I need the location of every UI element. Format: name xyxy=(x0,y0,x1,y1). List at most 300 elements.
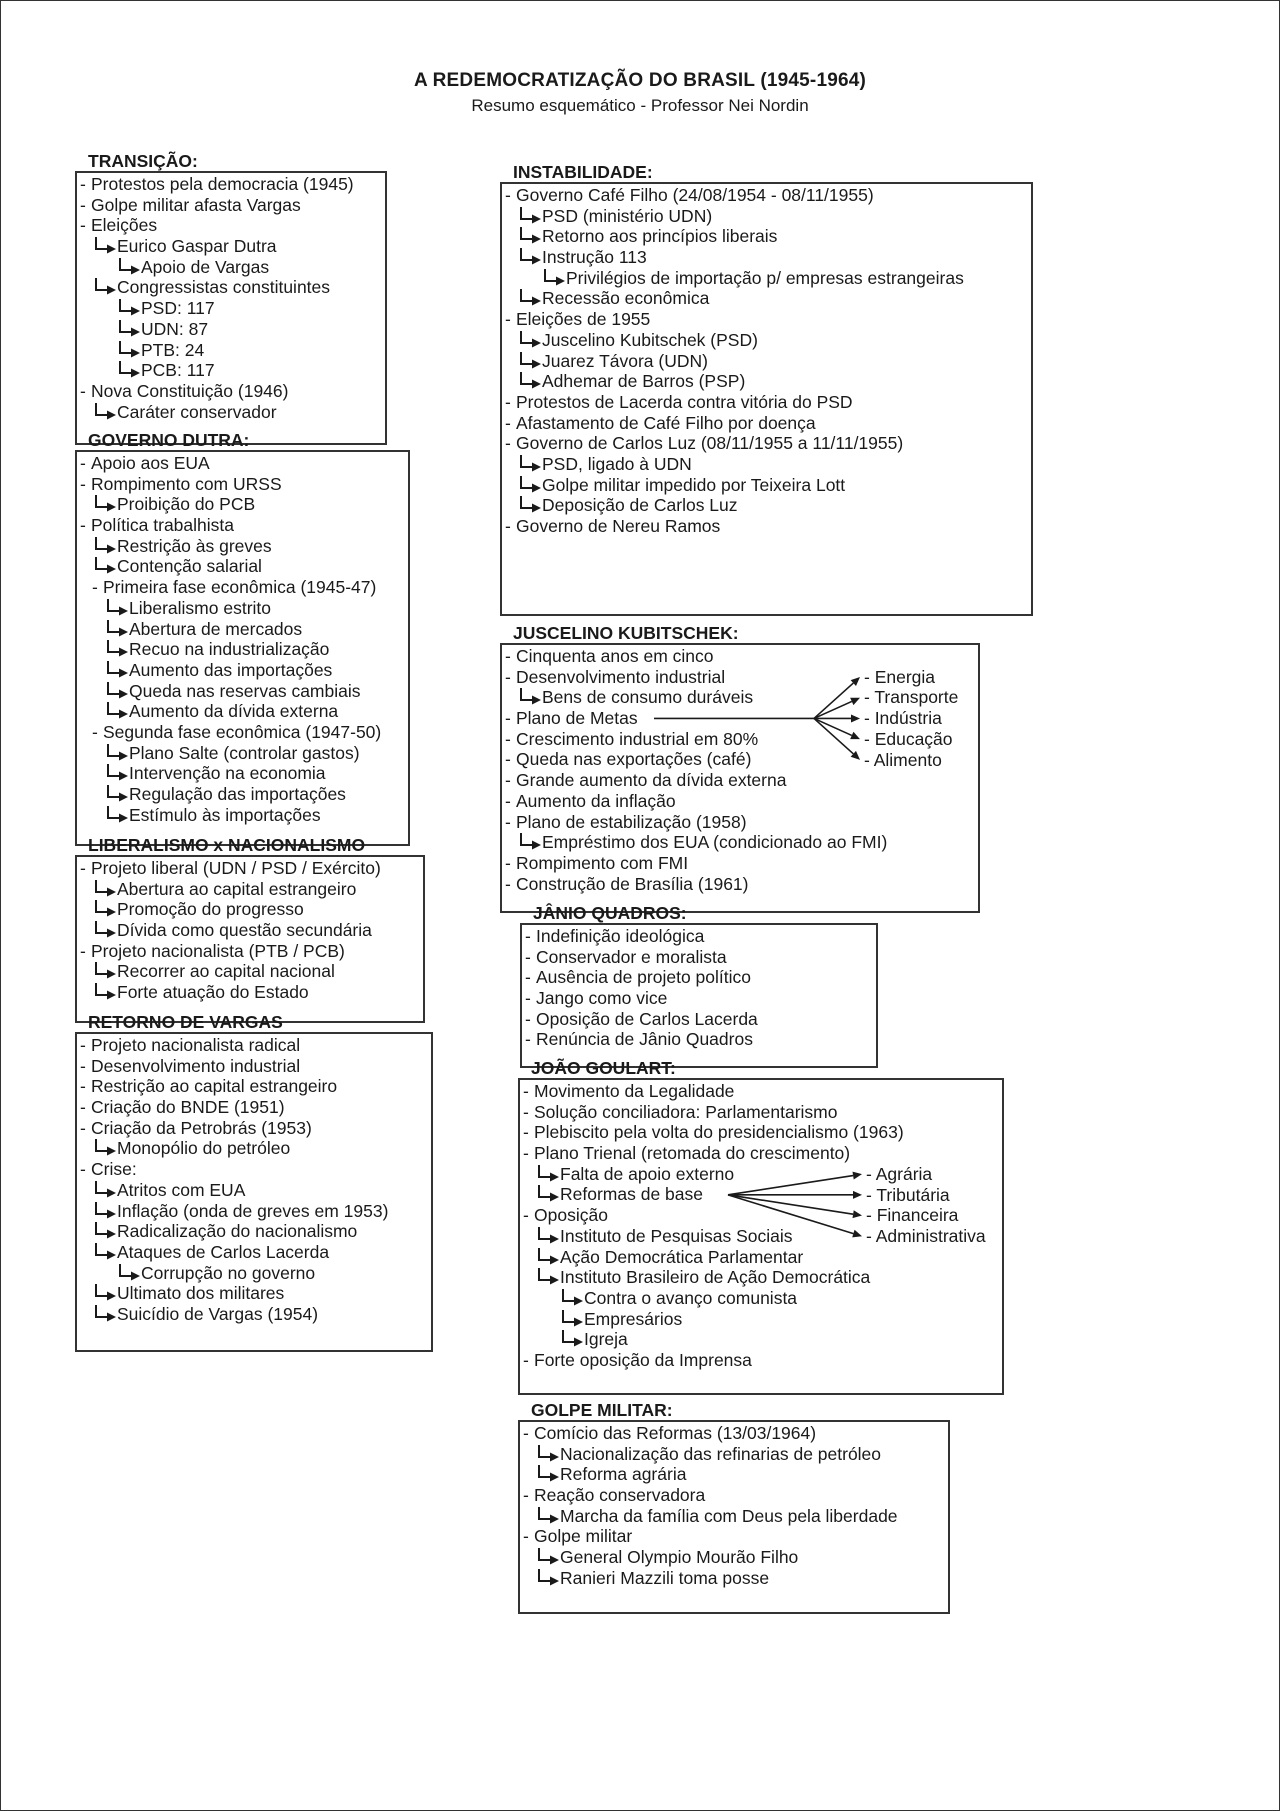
outline-item-pcb-117 xyxy=(77,360,385,381)
arrow-icon xyxy=(105,681,131,702)
outline-item-regulacao-das-importacoes xyxy=(77,784,408,805)
item-text: Reação conservadora xyxy=(534,1485,706,1506)
arrow-icon xyxy=(518,475,544,496)
item-text: Oposição de Carlos Lacerda xyxy=(536,1008,758,1029)
arrow-icon xyxy=(542,268,568,289)
item-text: PTB: 24 xyxy=(141,339,205,360)
item-text: Adhemar de Barros (PSP) xyxy=(542,371,746,392)
outline-item-ultimato-dos-militares xyxy=(77,1283,431,1304)
bullet-dash: - xyxy=(505,516,511,536)
outline-item-politica-trabalhista xyxy=(77,515,408,536)
outline-item-apoio-aos-eua xyxy=(77,453,408,474)
bullet-dash: - xyxy=(505,185,511,205)
bullet-dash: - xyxy=(80,858,86,878)
item-text: General Olympio Mourão Filho xyxy=(560,1547,799,1568)
arrow-icon xyxy=(518,495,544,516)
outline-item-afastamento-de-cafe-filho-por-doenca xyxy=(502,413,1031,434)
arrow-icon xyxy=(518,226,544,247)
arrow-icon xyxy=(105,701,131,722)
item-text: Monopólio do petróleo xyxy=(117,1138,291,1159)
section-box xyxy=(75,450,410,846)
bullet-dash: - xyxy=(80,1076,86,1097)
fan-arrow-line xyxy=(728,1195,853,1214)
outline-item-forte-atuacao-do-estado xyxy=(77,982,423,1003)
bullet-dash: - xyxy=(525,967,531,988)
outline-item-criacao-do-bnde-1951 xyxy=(77,1097,431,1118)
bullet-dash: - xyxy=(80,1035,86,1055)
outline-item-restricao-ao-capital-estrangeiro xyxy=(77,1076,431,1097)
bullet-dash: - xyxy=(525,946,531,967)
bullet-dash: - xyxy=(523,1205,529,1226)
item-text: PCB: 117 xyxy=(141,360,215,381)
plano-metas-item-industria: - Indústria xyxy=(864,708,942,729)
item-text: Recessão econômica xyxy=(542,288,710,309)
section-box xyxy=(500,643,980,913)
item-text: Instituto Brasileiro de Ação Democrática xyxy=(560,1267,871,1288)
bullet-dash: - xyxy=(80,215,86,236)
item-text: Protestos de Lacerda contra vitória do PSD xyxy=(516,391,853,412)
item-text: Dívida como questão secundária xyxy=(117,920,372,941)
outline-item-suicidio-de-vargas-1954 xyxy=(77,1304,431,1325)
outline-item-rompimento-com-urss xyxy=(77,474,408,495)
outline-item-protestos-pela-democracia-1945 xyxy=(77,174,385,195)
item-text: Rompimento com URSS xyxy=(91,473,282,494)
section-box xyxy=(520,923,878,1068)
page-title: A REDEMOCRATIZAÇÃO DO BRASIL (1945-1964) xyxy=(413,70,867,91)
bullet-dash: - xyxy=(525,988,531,1009)
item-text: Projeto liberal (UDN / PSD / Exército) xyxy=(91,858,381,878)
arrow-icon xyxy=(536,1568,562,1589)
item-text: Atritos com EUA xyxy=(117,1179,246,1200)
plano-metas-item-educacao: - Educação xyxy=(864,728,953,749)
item-text: Privilégios de importação p/ empresas estrangeiras xyxy=(566,267,964,288)
item-text: Construção de Brasília (1961) xyxy=(516,873,749,894)
outline-item-juscelino-kubitschek-psd xyxy=(502,330,1031,351)
outline-item-indefinicao-ideologica xyxy=(522,926,876,947)
outline-item-contencao-salarial xyxy=(77,556,408,577)
item-text: Contenção salarial xyxy=(117,556,262,577)
arrow-icon xyxy=(93,1138,119,1159)
outline-item-reacao-conservadora xyxy=(520,1485,948,1506)
outline-item-atritos-com-eua xyxy=(77,1180,431,1201)
item-text: Eurico Gaspar Dutra xyxy=(117,236,277,257)
item-text: Congressistas constituintes xyxy=(117,277,331,298)
fan-arrow-line xyxy=(814,701,852,718)
item-text: Eleições de 1955 xyxy=(516,309,651,330)
item-text: Afastamento de Café Filho por doença xyxy=(516,412,816,433)
arrow-icon xyxy=(105,763,131,784)
item-text: Empréstimo dos EUA (condicionado ao FMI) xyxy=(542,832,888,853)
bullet-dash: - xyxy=(80,1055,86,1076)
item-text: Marcha da família com Deus pela liberdade xyxy=(560,1505,898,1526)
bullet-dash: - xyxy=(523,1122,529,1143)
item-text: Golpe militar afasta Vargas xyxy=(91,194,301,215)
outline-item-monopolio-do-petroleo xyxy=(77,1138,431,1159)
outline-item-reforma-agraria xyxy=(520,1464,948,1485)
reformas-base-item-administrativa: - Administrativa xyxy=(866,1225,986,1246)
fan-arrow-line xyxy=(728,1195,853,1234)
plano-metas-item-alimento: - Alimento xyxy=(864,749,942,770)
outline-item-eleicoes xyxy=(77,215,385,236)
bullet-dash: - xyxy=(523,1081,529,1101)
item-text: Falta de apoio externo xyxy=(560,1163,735,1184)
fan-arrow-line xyxy=(814,718,853,753)
outline-item-recorrer-ao-capital-nacional xyxy=(77,961,423,982)
reformas-base-item-financeira: - Financeira xyxy=(866,1205,959,1226)
outline-item-segunda-fase-economica-1947-50 xyxy=(77,722,408,743)
outline-item-marcha-da-familia-com-deus-pela-liberdad xyxy=(520,1506,948,1527)
arrow-icon xyxy=(105,619,131,640)
arrow-icon xyxy=(117,319,143,340)
bullet-dash: - xyxy=(80,515,86,536)
outline-item-governo-de-carlos-luz-08-11-1955-a-11-11 xyxy=(502,433,1031,454)
fan-arrow-line xyxy=(728,1176,853,1195)
item-text: Projeto nacionalista (PTB / PCB) xyxy=(91,940,345,961)
item-text: Abertura de mercados xyxy=(129,618,303,639)
item-text: Intervenção na economia xyxy=(129,763,326,784)
item-text: Governo de Nereu Ramos xyxy=(516,516,721,536)
bullet-dash: - xyxy=(505,391,511,412)
item-text: Ataques de Carlos Lacerda xyxy=(117,1241,330,1262)
outline-item-aumento-das-importacoes xyxy=(77,660,408,681)
section-title: TRANSIÇÃO: xyxy=(88,151,198,171)
outline-item-adhemar-de-barros-psp xyxy=(502,371,1031,392)
outline-item-conservador-e-moralista xyxy=(522,947,876,968)
outline-item-ataques-de-carlos-lacerda xyxy=(77,1242,431,1263)
arrow-icon xyxy=(536,1506,562,1527)
fan-arrow-line xyxy=(814,683,853,718)
arrow-icon xyxy=(518,351,544,372)
page-subtitle: Resumo esquemático - Professor Nei Nordin xyxy=(471,96,809,115)
arrow-icon xyxy=(117,1263,143,1284)
item-text: Comício das Reformas (13/03/1964) xyxy=(534,1423,817,1443)
outline-item-divida-como-questao-secundaria xyxy=(77,920,423,941)
arrow-icon xyxy=(117,340,143,361)
outline-item-congressistas-constituintes xyxy=(77,277,385,298)
arrow-icon xyxy=(93,1201,119,1222)
arrow-icon xyxy=(93,556,119,577)
item-text: Política trabalhista xyxy=(91,515,234,536)
outline-item-deposicao-de-carlos-luz xyxy=(502,495,1031,516)
outline-item-projeto-nacionalista-ptb-pcb xyxy=(77,941,423,962)
item-text: Eleições xyxy=(91,215,158,236)
item-text: Plano de Metas xyxy=(516,708,638,729)
arrow-icon xyxy=(518,288,544,309)
arrow-icon xyxy=(105,805,131,826)
item-text: Ação Democrática Parlamentar xyxy=(560,1246,804,1267)
outline-item-protestos-de-lacerda-contra-vitoria-do-p xyxy=(502,392,1031,413)
outline-item-aumento-da-divida-externa xyxy=(77,701,408,722)
item-text: Regulação das importações xyxy=(129,784,346,804)
outline-item-intervencao-na-economia xyxy=(77,763,408,784)
reformas-base-item-tributaria: - Tributária xyxy=(866,1184,950,1205)
fan-arrowhead xyxy=(852,1230,862,1238)
outline-item-estimulo-as-importacoes xyxy=(77,805,408,826)
bullet-dash: - xyxy=(525,1008,531,1029)
section-box xyxy=(518,1420,950,1614)
arrow-icon xyxy=(518,330,544,351)
outline-item-abertura-de-mercados xyxy=(77,619,408,640)
section-box xyxy=(75,171,387,445)
outline-item-projeto-nacionalista-radical xyxy=(77,1035,431,1056)
outline-item-recessao-economica xyxy=(502,288,1031,309)
item-text: PSD: 117 xyxy=(141,298,215,319)
item-text: Instituto de Pesquisas Sociais xyxy=(560,1225,793,1246)
arrow-icon xyxy=(93,899,119,920)
outline-item-restricao-as-greves xyxy=(77,536,408,557)
item-text: Contra o avanço comunista xyxy=(584,1287,798,1308)
arrow-icon xyxy=(518,206,544,227)
section-box xyxy=(75,1032,433,1352)
outline-item-golpe-militar-afasta-vargas xyxy=(77,195,385,216)
arrow-icon xyxy=(93,494,119,515)
arrow-icon xyxy=(93,402,119,423)
outline-item-crise xyxy=(77,1159,431,1180)
fan-arrowhead xyxy=(851,714,860,722)
item-text: Bens de consumo duráveis xyxy=(542,687,754,708)
item-text: Governo Café Filho (24/08/1954 - 08/11/1955) xyxy=(516,185,874,205)
item-text: Promoção do progresso xyxy=(117,899,304,920)
item-text: Ranieri Mazzili toma posse xyxy=(560,1567,770,1588)
item-text: Forte atuação do Estado xyxy=(117,982,309,1003)
item-text: Igreja xyxy=(584,1329,628,1350)
bullet-dash: - xyxy=(505,646,511,666)
item-text: Rompimento com FMI xyxy=(516,852,689,873)
item-text: Plebiscito pela volta do presidencialismo (1963) xyxy=(534,1122,904,1143)
item-text: UDN: 87 xyxy=(141,318,209,339)
bullet-dash: - xyxy=(505,770,511,791)
bullet-dash: - xyxy=(505,309,511,330)
item-text: Ultimato dos militares xyxy=(117,1283,285,1304)
bullet-dash: - xyxy=(523,1485,529,1506)
outline-item-ausencia-de-projeto-politico xyxy=(522,967,876,988)
item-text: Deposição de Carlos Luz xyxy=(542,495,738,516)
section-title: INSTABILIDADE: xyxy=(513,162,653,182)
item-text: Movimento da Legalidade xyxy=(534,1081,735,1101)
item-text: Golpe militar impedido por Teixeira Lott xyxy=(542,474,846,495)
item-text: Protestos pela democracia (1945) xyxy=(91,174,354,194)
outline-item-liberalismo-estrito xyxy=(77,598,408,619)
bullet-dash: - xyxy=(505,873,511,894)
outline-item-governo-cafe-filho-24-08-1954-08-11-1955 xyxy=(502,185,1031,206)
fan-arrow-line xyxy=(814,718,852,735)
arrow-icon xyxy=(105,598,131,619)
arrow-icon xyxy=(536,1547,562,1568)
bullet-dash: - xyxy=(80,473,86,494)
item-text: PSD (ministério UDN) xyxy=(542,205,713,226)
bullet-dash: - xyxy=(80,194,86,215)
outline-item-queda-nas-reservas-cambiais xyxy=(77,681,408,702)
section-title: JÂNIO QUADROS: xyxy=(533,903,687,923)
arrow-icon xyxy=(93,1283,119,1304)
item-text: Nacionalização das refinarias de petróleo xyxy=(560,1443,882,1464)
item-text: Recuo na industrialização xyxy=(129,639,330,660)
item-text: Criação da Petrobrás (1953) xyxy=(91,1117,312,1138)
item-text: Aumento das importações xyxy=(129,659,333,680)
outline-item-primeira-fase-economica-1945-47 xyxy=(77,577,408,598)
item-text: Estímulo às importações xyxy=(129,804,321,825)
item-text: Aumento da inflação xyxy=(516,790,676,811)
bullet-dash: - xyxy=(80,1159,86,1180)
bullet-dash: - xyxy=(523,1349,529,1370)
arrow-icon xyxy=(536,1444,562,1465)
item-text: Plano Trienal (retomada do crescimento) xyxy=(534,1143,851,1164)
section-title: GOLPE MILITAR: xyxy=(531,1400,673,1420)
fan-arrowhead xyxy=(852,1210,862,1218)
bullet-dash: - xyxy=(80,1097,86,1118)
outline-item-oposicao-de-carlos-lacerda xyxy=(522,1009,876,1030)
item-text: Renúncia de Jânio Quadros xyxy=(536,1029,753,1050)
arrow-icon xyxy=(105,660,131,681)
arrow-icon xyxy=(93,536,119,557)
outline-item-golpe-militar-impedido-por-teixeira-lott xyxy=(502,475,1031,496)
outline-item-ranieri-mazzili-toma-posse xyxy=(520,1568,948,1589)
arrow-icon xyxy=(117,257,143,278)
bullet-dash: - xyxy=(505,811,511,832)
arrow-icon xyxy=(518,371,544,392)
outline-item-abertura-ao-capital-estrangeiro xyxy=(77,879,423,900)
item-text: Primeira fase econômica (1945-47) xyxy=(103,577,377,598)
item-text: Juscelino Kubitschek (PSD) xyxy=(542,329,758,350)
item-text: Corrupção no governo xyxy=(141,1262,316,1283)
fan-arrowhead xyxy=(853,1191,862,1199)
arrow-icon xyxy=(93,1304,119,1325)
item-text: Crescimento industrial em 80% xyxy=(516,728,759,749)
outline-item-eurico-gaspar-dutra xyxy=(77,236,385,257)
item-text: Jango como vice xyxy=(536,988,668,1009)
item-text: Desenvolvimento industrial xyxy=(91,1055,301,1076)
section-box xyxy=(500,182,1033,616)
item-text: Oposição xyxy=(534,1205,608,1226)
item-text: Restrição ao capital estrangeiro xyxy=(91,1076,338,1097)
outline-item-corrupcao-no-governo xyxy=(77,1263,431,1284)
item-text: Crise: xyxy=(91,1159,137,1180)
item-text: Abertura ao capital estrangeiro xyxy=(117,878,357,899)
item-text: Recorrer ao capital nacional xyxy=(117,961,335,982)
item-text: Retorno aos princípios liberais xyxy=(542,226,778,247)
bullet-dash: - xyxy=(505,708,511,729)
item-text: Apoio aos EUA xyxy=(91,453,210,473)
outline-item-apoio-de-vargas xyxy=(77,257,385,278)
outline-item-comicio-das-reformas-13-03-1964 xyxy=(520,1423,948,1444)
item-text: Inflação (onda de greves em 1953) xyxy=(117,1200,389,1221)
arrow-icon xyxy=(536,1464,562,1485)
outline-item-nacionalizacao-das-refinarias-de-petrole xyxy=(520,1444,948,1465)
item-text: Indefinição ideológica xyxy=(536,926,705,946)
arrow-icon xyxy=(93,277,119,298)
arrow-icon xyxy=(93,982,119,1003)
section-title: LIBERALISMO x NACIONALISMO xyxy=(88,835,366,855)
bullet-dash: - xyxy=(505,666,511,687)
outline-item-carater-conservador xyxy=(77,402,385,423)
item-text: Solução conciliadora: Parlamentarismo xyxy=(534,1101,838,1122)
outline-item-udn-87 xyxy=(77,319,385,340)
bullet-dash: - xyxy=(80,380,86,401)
outline-item-plano-salte-controlar-gastos xyxy=(77,743,408,764)
arrow-icon xyxy=(93,1221,119,1242)
bullet-dash: - xyxy=(523,1101,529,1122)
arrow-icon xyxy=(93,879,119,900)
bullet-dash: - xyxy=(525,926,531,946)
section-box xyxy=(518,1078,1004,1395)
reformas-base-fan-diagram xyxy=(520,1080,1006,1397)
outline-item-inflacao-onda-de-greves-em-1953 xyxy=(77,1201,431,1222)
section-title: RETORNO DE VARGAS xyxy=(88,1012,283,1032)
outline-item-psd-ligado-a-udn xyxy=(502,454,1031,475)
item-text: Instrução 113 xyxy=(542,247,647,268)
item-text: Queda nas reservas cambiais xyxy=(129,680,361,701)
item-text: Conservador e moralista xyxy=(536,946,727,967)
plano-metas-item-transporte: - Transporte xyxy=(864,687,959,708)
outline-item-promocao-do-progresso xyxy=(77,899,423,920)
item-text: Empresários xyxy=(584,1308,683,1329)
outline-item-juarez-tavora-udn xyxy=(502,351,1031,372)
outline-item-desenvolvimento-industrial xyxy=(77,1056,431,1077)
item-text: Criação do BNDE (1951) xyxy=(91,1097,285,1118)
item-text: Desenvolvimento industrial xyxy=(516,666,726,687)
outline-item-criacao-da-petrobras-1953 xyxy=(77,1118,431,1139)
arrow-icon xyxy=(117,360,143,381)
arrow-icon xyxy=(93,961,119,982)
item-text: Nova Constituição (1946) xyxy=(91,380,289,401)
item-text: Liberalismo estrito xyxy=(129,597,271,618)
outline-item-projeto-liberal-udn-psd-exercito xyxy=(77,858,423,879)
bullet-dash: - xyxy=(80,174,86,194)
arrow-icon xyxy=(93,920,119,941)
bullet-dash: - xyxy=(80,453,86,473)
outline-item-ptb-24 xyxy=(77,340,385,361)
bullet-dash: - xyxy=(505,749,511,770)
outline-item-nova-constituicao-1946 xyxy=(77,381,385,402)
item-text: Segunda fase econômica (1947-50) xyxy=(103,721,382,742)
fan-arrowhead xyxy=(852,1172,862,1180)
section-box xyxy=(75,855,425,1023)
arrow-icon xyxy=(93,236,119,257)
outline-item-proibicao-do-pcb xyxy=(77,494,408,515)
item-text: Queda nas exportações (café) xyxy=(516,749,752,770)
reformas-base-item-agraria: - Agrária xyxy=(866,1163,933,1184)
arrow-icon xyxy=(105,743,131,764)
item-text: Caráter conservador xyxy=(117,401,277,422)
arrow-icon xyxy=(93,1180,119,1201)
arrow-icon xyxy=(93,1242,119,1263)
bullet-dash: - xyxy=(505,790,511,811)
item-text: Suicídio de Vargas (1954) xyxy=(117,1303,319,1324)
arrow-icon xyxy=(117,298,143,319)
item-text: Golpe militar xyxy=(534,1526,633,1547)
item-text: PSD, ligado à UDN xyxy=(542,453,692,474)
section-title: GOVERNO DUTRA: xyxy=(88,430,250,450)
item-text: Grande aumento da dívida externa xyxy=(516,770,787,791)
outline-item-golpe-militar xyxy=(520,1526,948,1547)
arrow-icon xyxy=(105,784,131,805)
arrow-icon xyxy=(105,639,131,660)
item-text: Juarez Távora (UDN) xyxy=(542,350,708,371)
item-text: Apoio de Vargas xyxy=(141,256,270,277)
arrow-icon xyxy=(518,247,544,268)
bullet-dash: - xyxy=(92,577,98,598)
item-text: Cinquenta anos em cinco xyxy=(516,646,714,666)
bullet-dash: - xyxy=(80,940,86,961)
plano-metas-fan-diagram xyxy=(502,645,982,915)
outline-item-psd-117 xyxy=(77,298,385,319)
item-text: Plano de estabilização (1958) xyxy=(516,811,747,832)
bullet-dash: - xyxy=(525,1029,531,1050)
item-text: Plano Salte (controlar gastos) xyxy=(129,742,360,763)
bullet-dash: - xyxy=(523,1526,529,1547)
item-text: Governo de Carlos Luz (08/11/1955 a 11/11/1955) xyxy=(516,433,904,454)
outline-item-privilegios-de-importacao-p-empresas-est xyxy=(502,268,1031,289)
